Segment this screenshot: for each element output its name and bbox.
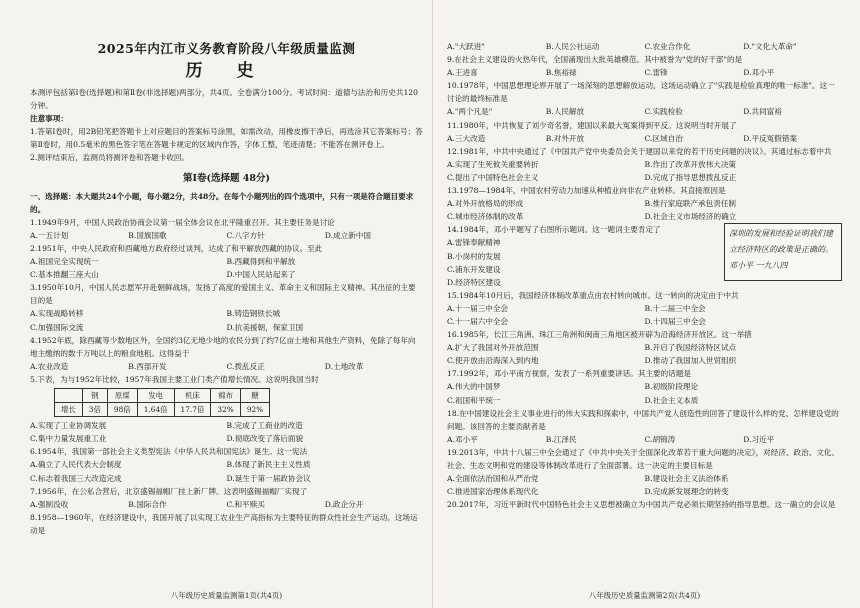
page-footer-2: 八年级历史质量监测第2页(共4页) <box>588 590 701 600</box>
answer-option: D.诞生于第一届政协会议 <box>226 473 311 483</box>
answer-option: D.习近平 <box>743 434 775 444</box>
answer-options <box>447 302 842 328</box>
question-list-page-2 <box>447 40 842 511</box>
answer-option: C.使开放由沿海深入到内地 <box>447 356 539 366</box>
answer-option: A.农业改造 <box>30 361 69 371</box>
table-row <box>55 388 270 402</box>
answer-option: C.加强国际交流 <box>30 322 84 332</box>
question-stem: 10.1978年，中国思想理论界开展了一场深刻的思想解放运动，这场运动确立了"实践是检验真理的唯一标准"。这一讨论的最终标准是 <box>447 81 835 104</box>
question <box>30 242 423 281</box>
answer-option: B.西部开发 <box>128 361 167 371</box>
page-footer-1: 八年级历史质量监测第1页(共4页) <box>170 590 283 600</box>
question <box>30 445 423 484</box>
question <box>447 498 842 511</box>
inscription-image: 深圳的发展和经验证明我们建立经济特区的政策是正确的。邓小平 一九八四 <box>724 223 842 281</box>
question-stem: 18.在中国建设社会主义事业进行的伟大实践和探索中，中国共产党人创造性的回答了建设什么样的党、怎样建设党的问题。该回答的主要贡献者是 <box>447 408 839 431</box>
page-divider <box>432 0 433 608</box>
answer-options <box>447 132 842 145</box>
answer-option: C.祖国和平统一 <box>447 395 501 405</box>
answer-option: B.作出了改革开放伟大决策 <box>644 159 737 169</box>
answer-option: A.王进喜 <box>447 68 478 78</box>
question-stem: 16.1985年，长江三角洲、珠江三角洲和闽南三角地区被开辟为沿海经济开放区。这一举措 <box>447 330 752 340</box>
answer-option: A.伟大的中国梦 <box>447 382 501 392</box>
answer-options <box>447 472 842 498</box>
answer-option: A.祖国完全实现统一 <box>30 257 99 267</box>
question-stem: 7.1956年，在公私合营后，北京盛锡福帽厂挂上新厂牌。这表明盛锡福帽厂实现了 <box>30 486 308 496</box>
question <box>30 485 423 511</box>
answer-options <box>447 341 842 367</box>
answer-option: C.胡锦涛 <box>644 434 676 444</box>
answer-options <box>447 66 842 79</box>
question-stem: 12.1981年，中共中央通过了《中国共产党中央委员会关于建国以来党的若干历史问题的决议》。其通过标志着中共 <box>447 146 832 156</box>
question <box>30 511 423 537</box>
answer-option: D.推动了我国加入世贸组织 <box>644 356 737 366</box>
answer-options <box>30 307 423 333</box>
subject-title: 历 史 <box>185 61 268 81</box>
table-cell: 钢 <box>82 388 107 402</box>
question <box>447 40 842 53</box>
section-heading: 第Ⅰ卷(选择题 48分) <box>183 172 270 184</box>
question-stem: 2.1951年，中央人民政府和西藏地方政府经过谈判，达成了和平解放西藏的协议。至此 <box>30 243 323 253</box>
table-cell: 92% <box>240 403 269 417</box>
table-cell: 机床 <box>174 388 211 402</box>
question-stem: 8.1958—1960年，在经济建设中，我国开展了以实现工农业生产高指标为主要特征的群众性社会生产运动。这场运动是 <box>30 512 418 535</box>
answer-option: C.基本推翻三座大山 <box>30 270 99 280</box>
table-cell: 增长 <box>55 403 83 417</box>
notice-item: 1.答第Ⅰ卷时，用2B铅笔把答题卡上对应题目的答案标号涂黑，如需改动，用橡皮擦干净后，再选涂其它答案标号；答第Ⅱ卷时，用0.5毫米的黑色签字笔在答题卡规定的区域内作答，字体工整，笔迹清楚；不能答在测评卷上。 <box>30 127 423 150</box>
table-cell: 3倍 <box>82 403 107 417</box>
answer-option: A.对外开放格局的形成 <box>447 199 524 209</box>
answer-option: A.实现了生死攸关重要转折 <box>447 159 539 169</box>
answer-option: A.雷锋奉献精神 <box>447 238 501 248</box>
answer-option: B.开启了我国经济特区试点 <box>644 343 737 353</box>
answer-option: C.标志着我国三大改造完成 <box>30 473 122 483</box>
answer-option: D.共同富裕 <box>743 107 782 117</box>
answer-option: D.十四届三中全会 <box>644 316 706 326</box>
question-stem: 9.在社会主义建设的火热年代，全国涌现出大批英雄模范。其中被誉为"党的好干部"的是 <box>447 55 743 65</box>
answer-option: A.强制没收 <box>30 499 69 509</box>
question <box>447 289 842 328</box>
question-stem: 14.1984年，邓小平题写了右图所示题词。这一题词主要肯定了 <box>447 225 661 235</box>
answer-option: D.抗美援朝，保家卫国 <box>226 322 304 332</box>
question-list-page-1 <box>30 216 423 537</box>
answer-options <box>447 105 842 118</box>
question-stem: 6.1954年，我国第一部社会主义类型宪法《中华人民共和国宪法》诞生。这一宪法 <box>30 447 308 457</box>
answer-option: B.对外开放 <box>545 133 585 143</box>
question <box>30 334 423 373</box>
answer-option: D.完成了指导思想拨乱反正 <box>644 172 737 182</box>
table-cell: 糖 <box>240 388 269 402</box>
question-stem: 17.1992年，邓小平南方视察，发表了一系列重要讲话。其主要的话题是 <box>447 369 692 379</box>
question-stem: 15.1984年10月后，我国经济体制改革重点由农村转向城市。这一转向的决定由于中共 <box>447 290 739 300</box>
answer-option: D.社会主义本质 <box>644 395 699 405</box>
question-stem: 13.1978—1984年，中国农村劳动力加速从种植业向非农产业转移。其直接原因是 <box>447 186 726 196</box>
answer-option: A.扩大了我国对外开放范围 <box>447 343 539 353</box>
question <box>447 328 842 367</box>
answer-option: C.集中力量发展重工业 <box>30 434 107 444</box>
answer-option: A.邓小平 <box>447 434 478 444</box>
answer-option: B.体现了新民主主义性质 <box>226 460 311 470</box>
table-cell: 17.7倍 <box>174 403 211 417</box>
question-stem: 11.1980年，中共恢复了刘少奇名誉，建国以来最大冤案得到平反。这说明当时开展了 <box>447 120 737 130</box>
question <box>447 119 842 145</box>
table-cell: 98倍 <box>107 403 137 417</box>
table-cell: 1.64倍 <box>137 403 174 417</box>
answer-option: D.土地改革 <box>324 361 364 371</box>
question-stem: 5.下表，为与1952年比较，1957年我国主要工业门类产值增长情况。这说明我国当时 <box>30 374 319 384</box>
question <box>447 446 842 498</box>
question <box>30 216 423 242</box>
answer-option: A."大跃进" <box>447 42 485 51</box>
question <box>447 367 842 406</box>
table-row <box>55 403 270 417</box>
answer-option: C.推进国家治理体系现代化 <box>447 487 539 497</box>
answer-options <box>30 498 423 511</box>
answer-option: D."文化大革命" <box>743 42 797 51</box>
answer-options <box>447 158 842 184</box>
growth-table <box>54 388 270 417</box>
answer-option: B.建设社会主义法治体系 <box>644 474 729 484</box>
question-stem: 19.2013年，中共十八届三中全会通过了《中共中央关于全面深化改革若干重大问题的决定》，对经济、政治、文化、社会、生态文明和党的建设等体制改革进行了全面部署。这一决定的主要目标是 <box>447 447 840 470</box>
answer-option: D.彻底改变了落后面貌 <box>226 434 304 444</box>
answer-option: A.三大改造 <box>447 133 486 143</box>
answer-options <box>447 433 842 446</box>
answer-option: B.推行家庭联产承包责任制 <box>644 199 737 209</box>
question <box>30 373 423 445</box>
answer-options <box>30 458 423 484</box>
answer-option: D.成立新中国 <box>324 230 371 240</box>
answer-option: D.社会主义市场经济的确立 <box>644 212 737 222</box>
answer-option: B.小岗村的发展 <box>447 251 501 261</box>
answer-option: B.焦裕禄 <box>545 68 577 78</box>
answer-option: B.江泽民 <box>545 434 577 444</box>
question <box>447 79 842 118</box>
answer-option: B.初级阶段理论 <box>644 382 699 392</box>
answer-option: A.确立了人民代表大会制度 <box>30 460 122 470</box>
answer-option: A.十一届三中全会 <box>447 303 509 313</box>
exam-intro: 本测评包括第Ⅰ卷(选择题)和第Ⅱ卷(非选择题)两部分，共4页。全卷满分100分。考试时间：道德与法治和历史共120分钟。 <box>30 88 418 111</box>
answer-option: D.政企分开 <box>324 499 364 509</box>
notice-item: 2.测评结束后，监测员将测评卷和答题卡收回。 <box>30 153 190 163</box>
answer-option: C.十一届六中全会 <box>447 316 509 326</box>
answer-option: B.完成了工商业的改造 <box>226 421 303 431</box>
answer-option: B.铸造钢铁长城 <box>226 309 281 319</box>
answer-option: D.平反冤假错案 <box>743 133 798 143</box>
answer-option: B.人民公社运动 <box>545 42 600 51</box>
answer-options <box>447 197 842 223</box>
answer-option: C.拨乱反正 <box>226 361 265 371</box>
table-cell: 发电 <box>137 388 174 402</box>
answer-options <box>30 419 423 445</box>
question <box>447 223 842 288</box>
question-stem: 3.1950年10月，中国人民志愿军开赴朝鲜战场，发扬了高度的爱国主义、革命主义和国际主义精神。其出征的主要目的是 <box>30 283 416 306</box>
table-cell: 棉布 <box>211 388 240 402</box>
question-stem: 1.1949年9月，中国人民政治协商会议第一届全体会议在北平隆重召开。其主要任务是讨论 <box>30 217 335 227</box>
answer-option: C.区域自治 <box>644 133 683 143</box>
answer-option: C.提出了中国特色社会主义 <box>447 172 539 182</box>
table-cell <box>55 388 83 402</box>
answer-option: C.八字方针 <box>226 230 265 240</box>
page-2 <box>447 0 842 608</box>
answer-option: A.一五计划 <box>30 230 69 240</box>
answer-option: D.完成新发展理念的转变 <box>644 487 729 497</box>
answer-option: A.全面依法治国和从严治党 <box>447 474 539 484</box>
answer-options <box>30 360 423 373</box>
page-1 <box>30 0 423 608</box>
answer-options <box>447 380 842 406</box>
answer-option: C.和平赎买 <box>226 499 265 509</box>
answer-options <box>447 40 842 53</box>
question <box>447 407 842 446</box>
answer-option: B.西藏得到和平解放 <box>226 257 296 267</box>
answer-option: A.实现战略转移 <box>30 309 84 319</box>
answer-option: D.中国人民站起来了 <box>226 270 296 280</box>
answer-options <box>30 255 423 281</box>
question <box>30 281 423 333</box>
answer-options <box>30 229 423 242</box>
notice-label: 注意事项： <box>30 114 68 124</box>
question <box>447 145 842 184</box>
question <box>447 53 842 79</box>
notice-list <box>30 125 423 164</box>
answer-option: B.十二届三中全会 <box>644 303 706 313</box>
table-cell: 32% <box>211 403 240 417</box>
answer-option: C.城市经济体制的改革 <box>447 212 524 222</box>
answer-option: B.人民解放 <box>545 107 585 117</box>
answer-option: C.实践检验 <box>644 107 683 117</box>
question-stem: 20.2017年，习近平新时代中国特色社会主义思想被确立为中国共产党必须长期坚持的指导思想。这一确立的会议是 <box>447 500 836 510</box>
answer-option: C.雷锋 <box>644 68 668 78</box>
question-stem: 4.1952年底，除西藏等少数地区外，全国约3亿无地少地的农民分到了约7亿亩土地和其他生产资料，免除了每年向地主缴纳的数千万吨以上的粮食地租。这得益于 <box>30 335 416 358</box>
answer-option: A."两个凡是" <box>447 107 493 117</box>
answer-option: C.农业合作化 <box>644 42 691 51</box>
exam-title: 2025年内江市义务教育阶段八年级质量监测 <box>97 41 356 56</box>
section-instruction: 一、选择题：本大题共24个小题，每小题2分，共48分。在每个小题列出的四个选项中，只有一项是符合题目要求的。 <box>30 191 414 214</box>
answer-option: B.国旗国歌 <box>128 230 167 240</box>
table-cell: 原煤 <box>107 388 137 402</box>
answer-option: B.国际合作 <box>128 499 167 509</box>
answer-option: A.实现了工业协调发展 <box>30 421 107 431</box>
answer-option: D.经济特区建设 <box>447 277 501 287</box>
answer-option: D.邓小平 <box>743 68 775 78</box>
question <box>447 184 842 223</box>
answer-option: C.浦东开发建设 <box>447 264 501 274</box>
